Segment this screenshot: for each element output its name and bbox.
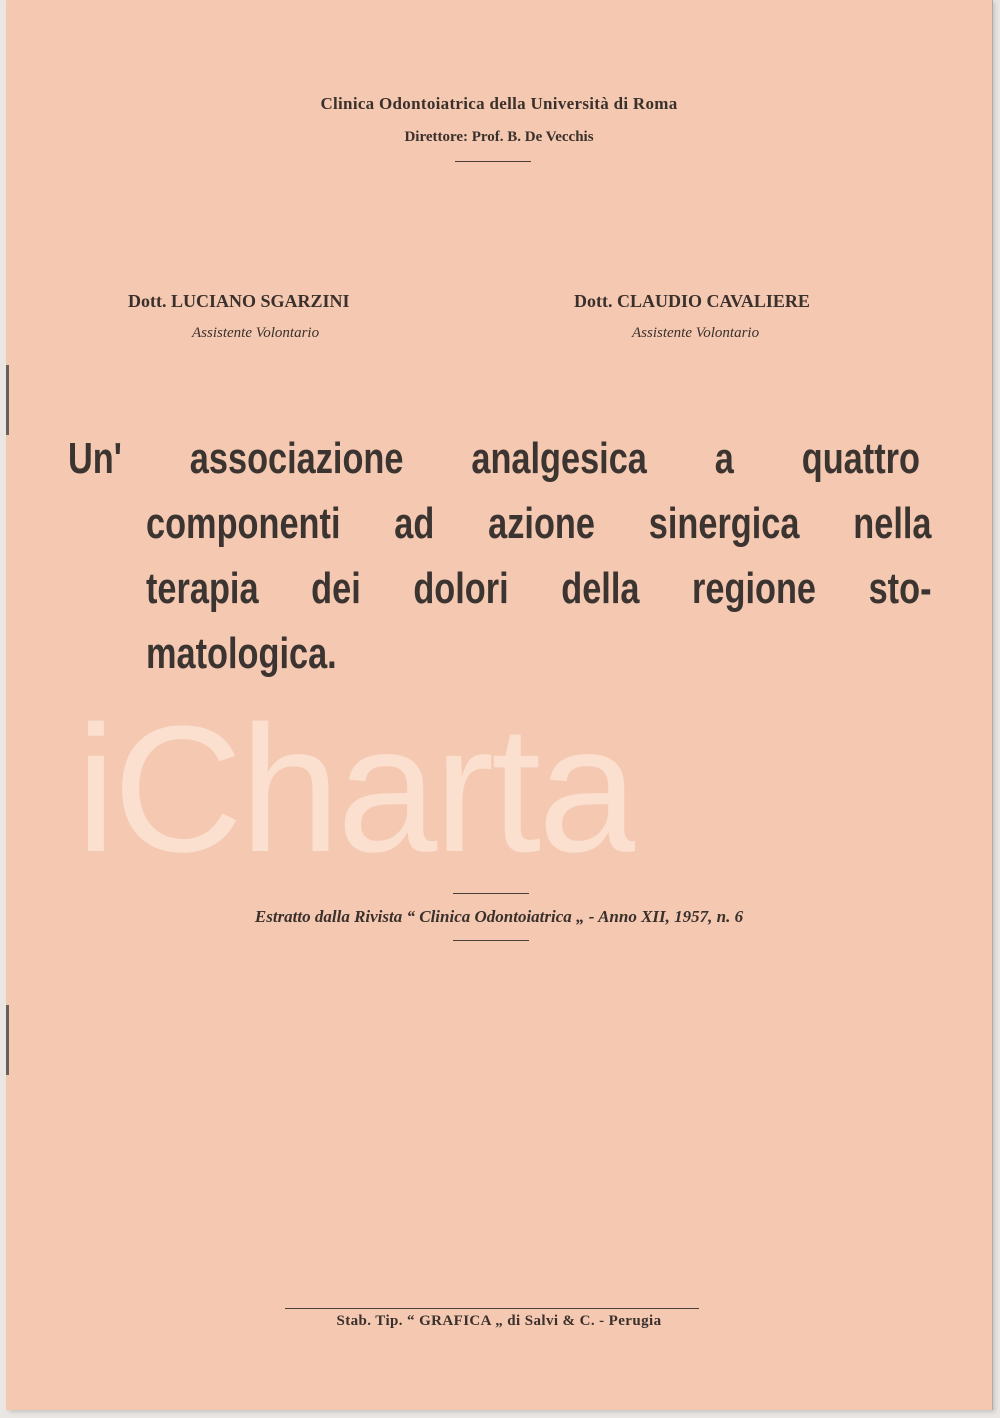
document-page (6, 0, 992, 1410)
printer-imprint: Stab. Tip. “ GRAFICA „ di Salvi & C. - Perugia (336, 1313, 662, 1329)
title-line: Un' associazione analgesica a quattro (68, 434, 920, 483)
title-line: matologica. (146, 629, 337, 678)
staple (6, 1005, 9, 1075)
author-role-2: Assistente Volontario (632, 325, 760, 341)
title-line: terapia dei dolori della regione sto- (146, 564, 932, 613)
author-name-2: Dott. CLAUDIO CAVALIERE (574, 291, 810, 311)
divider (455, 161, 531, 162)
title-line: componenti ad azione sinergica nella (146, 499, 932, 548)
extract-citation: Estratto dalla Rivista “ Clinica Odontoiatrica „ - Anno XII, 1957, n. 6 (254, 907, 744, 926)
institution: Clinica Odontoiatrica della Università di Roma (320, 94, 678, 113)
watermark: iCharta (76, 692, 636, 888)
divider (285, 1308, 699, 1309)
author-role-1: Assistente Volontario (192, 325, 320, 341)
staple (6, 365, 9, 435)
divider (453, 940, 529, 941)
author-name-1: Dott. LUCIANO SGARZINI (128, 291, 350, 311)
divider (453, 893, 529, 894)
director: Direttore: Prof. B. De Vecchis (404, 129, 594, 145)
article-title (68, 426, 932, 686)
